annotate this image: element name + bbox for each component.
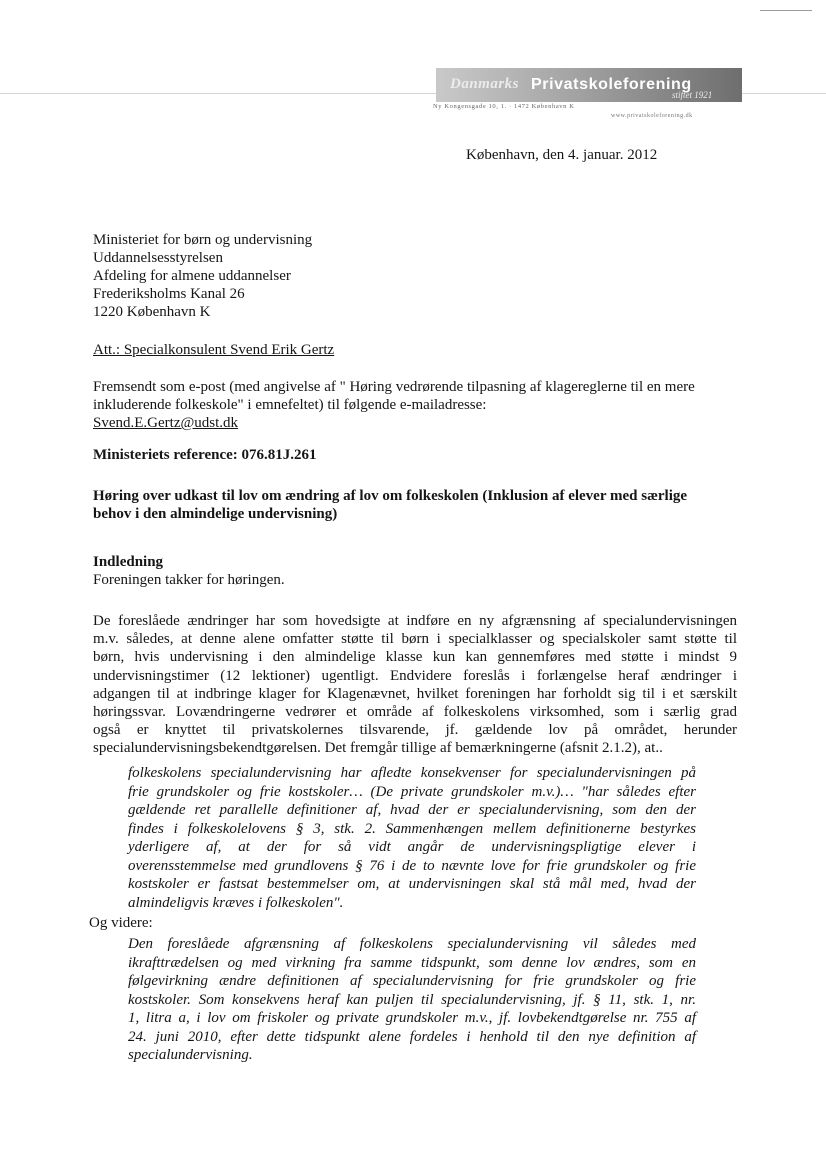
sent-as-line: Fremsendt som e-post (med angivelse af " Høring vedrørende tilpasning af klagereglerne til en mere	[93, 379, 695, 395]
quote-line: findes i folkeskolelovens § 3, stk. 2. Sammenhængen mellem definitionerne bestyrkes	[128, 820, 696, 837]
quote-line: frie grundskoler og frie kostskoler… (De private grundskoler m.v.)… "har således efter	[128, 783, 696, 800]
recipient-line: Ministeriet for børn og undervisning	[93, 232, 313, 248]
subject-line: Høring over udkast til lov om ændring af lov om folkeskolen (Inklusion af elever med særlige	[93, 488, 688, 504]
letterhead-website: www.privatskoleforening.dk	[611, 113, 693, 119]
quote-line: folkeskolens specialundervisning har afledte konsekvenser for specialundervisningen på	[128, 765, 696, 781]
quote-line: Den foreslåede afgrænsning af folkeskolens specialundervisning vil således med	[128, 936, 696, 952]
recipient-line: 1220 København K	[93, 304, 211, 320]
main-paragraph	[93, 612, 737, 758]
quote-line: kostskoler. Som konsekvens heraf kan puljen til specialundervisning, jf. § 11, stk. 1, nr.	[128, 991, 696, 1008]
scan-corner-mark	[760, 10, 812, 11]
recipient-line: Afdeling for almene uddannelser	[93, 268, 291, 284]
logo-text-danmarks: Danmarks	[450, 76, 520, 92]
sent-as-line: inkluderende folkeskole" i emnefeltet) til følgende e-mailadresse:	[93, 397, 487, 413]
ministry-reference: Ministeriets reference: 076.81J.261	[93, 447, 317, 463]
quote-line: gældende ret parallelle definitioner af, hvad der er specialundervisning, som den der	[128, 802, 696, 818]
sent-as-note	[93, 378, 695, 432]
recipient-address	[93, 231, 312, 321]
letterhead-address: Ny Kongensgade 10, 1. · 1472 København K	[433, 103, 575, 110]
intro-text: Foreningen takker for høringen.	[93, 572, 285, 588]
quote-line: 1, litra a, i lov om friskoler og private grundskoler m.v., jf. lovbekendtgørelse nr. 755 af	[128, 1010, 696, 1026]
paragraph-line: specialundervisningsbekendtgørelsen. Det fremgår tillige af bemærkningerne (afsnit 2.1.2), at..	[93, 740, 663, 757]
paragraph-line: m.v. således, at denne alene omfatter støtte til børn i specialklasser og specialskoler samt støtte til	[93, 631, 737, 648]
quote-line: overensstemmelse med grundlovens § 76 i de to nævnte love for frie grundskoler og frie	[128, 857, 696, 874]
intro-heading: Indledning	[93, 554, 164, 570]
recipient-line: Uddannelsesstyrelsen	[93, 250, 223, 266]
recipient-line: Frederiksholms Kanal 26	[93, 286, 245, 302]
quote-line: kostskoler er fastsat bestemmelser om, at undervisningen skal stå mål med, hvad der	[128, 876, 696, 892]
quote-block-2	[128, 935, 696, 1065]
attention-line: Att.: Specialkonsulent Svend Erik Gertz	[93, 342, 335, 358]
paragraph-line: også er knyttet til privatskolernes tilsvarende, jf. gældende lov på området, herunder	[93, 722, 737, 739]
logo-text-founded: stiftet 1921	[672, 90, 713, 100]
logo-text-privatskoleforening: Privatskoleforening	[531, 76, 692, 93]
quote-line: 24. juni 2010, efter dette tidspunkt alene fordeles i henhold til den nye definition af	[128, 1028, 696, 1045]
email-link[interactable]: Svend.E.Gertz@udst.dk	[93, 415, 239, 431]
quote-block-1	[128, 764, 696, 912]
letter-subject	[93, 487, 687, 523]
organization-logo	[436, 68, 742, 102]
quote-line: følgevirkning ændre definitionen af specialundervisning for frie grundskoler og frie	[128, 973, 696, 989]
paragraph-line: høringssvar. Lovændringerne vedrører et område af folkeskolens virksomhed, som i særlig grad	[93, 704, 737, 721]
and-further-label: Og videre:	[89, 915, 153, 931]
quote-line: yderligere af, at der for så vidt angår de undervisningspligtige elever i	[128, 839, 696, 855]
paragraph-line: undervisningstimer (12 lektioner) ugentligt. Endvidere foreslås i forlængelse heraf ændringer i	[93, 667, 737, 684]
quote-line: specialundervisning.	[128, 1047, 253, 1063]
quote-line: almindeligvis kræves i folkeskolen".	[128, 894, 344, 911]
paragraph-line: adgangen til at indbringe klager for Klagenævnet, hvilket foreningen har forholdt sig til i et særskilt	[93, 685, 737, 702]
paragraph-line: De foreslåede ændringer har som hovedsigte at indføre en ny afgrænsning af specialundervisningen	[93, 613, 737, 629]
letter-date: København, den 4. januar. 2012	[466, 147, 658, 163]
subject-line: behov i den almindelige undervisning)	[93, 506, 338, 522]
paragraph-line: børn, hvis undervisning i den almindelige klasse kun kan gennemføres med støtte i mindst 9	[93, 649, 737, 666]
quote-line: ikrafttrædelsen og med virkning fra samme tidspunkt, som denne lov ændres, som en	[128, 954, 696, 971]
